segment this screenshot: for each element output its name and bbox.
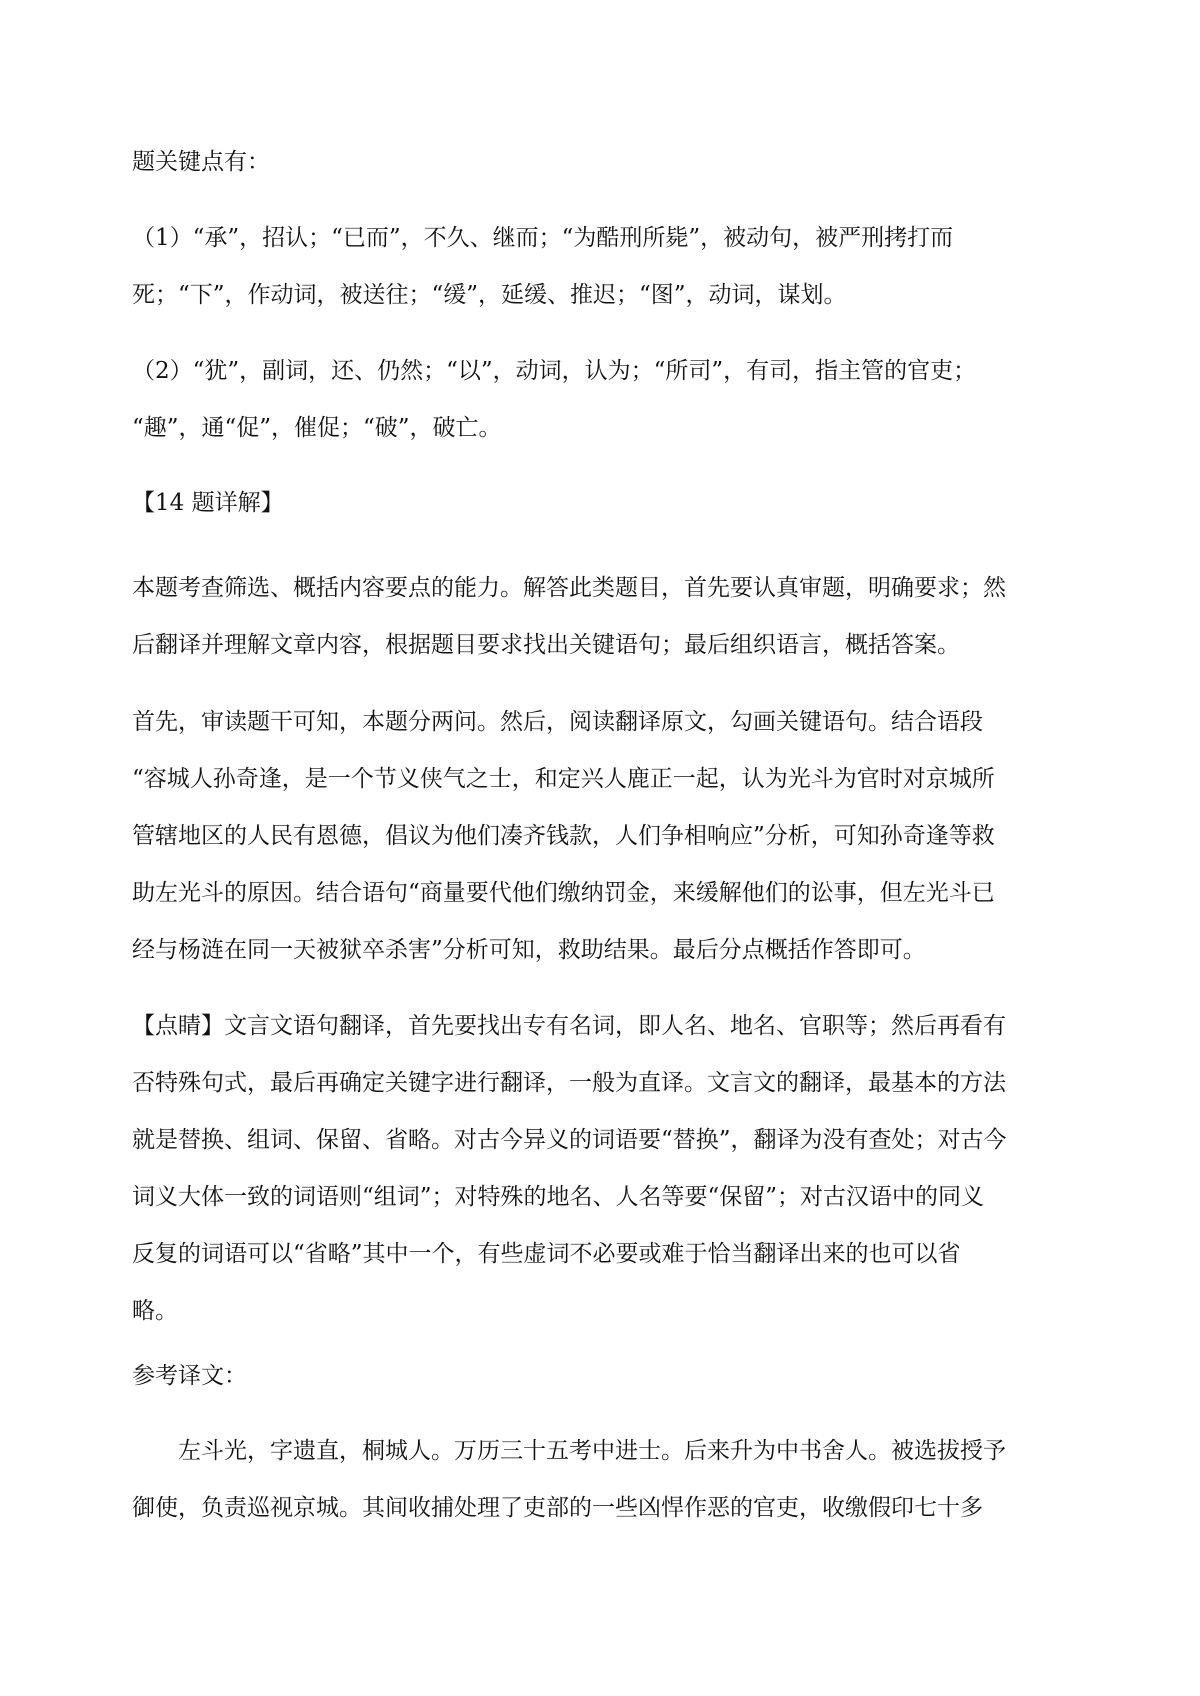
text-line: 后翻译并理解文章内容，根据题目要求找出关键语句；最后组织语言，概括答案。 — [132, 632, 960, 658]
text-line: “趣”，通“促”，催促；“破”，破亡。 — [132, 415, 502, 441]
text-line: （2）“犹”，副词，还、仍然；“以”，动词，认为；“所司”，有司，指主管的官吏； — [132, 358, 977, 384]
text-line: 死；“下”，作动词，被送往；“缓”，延缓、推迟；“图”，动词，谋划。 — [132, 282, 847, 308]
text-line: 略。 — [132, 1298, 178, 1324]
text-line: 【14 题详解】 — [132, 490, 284, 516]
text-line: 本题考查筛选、概括内容要点的能力。解答此类题目，首先要认真审题，明确要求；然 — [132, 575, 1006, 601]
text-line: 否特殊句式，最后再确定关键字进行翻译，一般为直译。文言文的翻译，最基本的方法 — [132, 1070, 1006, 1096]
text-line: 御使，负责巡视京城。其间收捕处理了吏部的一些凶悍作恶的官吏，收缴假印七十多 — [132, 1495, 983, 1521]
text-line: 词义大体一致的词语则“组词”；对特殊的地名、人名等要“保留”；对古汉语中的同义 — [132, 1184, 985, 1210]
text-line: 题关键点有： — [132, 149, 270, 175]
text-line: 助左光斗的原因。结合语句“商量要代他们缴纳罚金，来缓解他们的讼事，但左光斗已 — [132, 880, 995, 906]
paragraph-point-2 — [132, 343, 1072, 457]
section-heading-reference-translation — [132, 1350, 1072, 1402]
text-line: 首先，审读题干可知，本题分两问。然后，阅读翻译原文，勾画关键语句。结合语段 — [132, 709, 983, 735]
text-line: 管辖地区的人民有恩德，倡议为他们凑齐钱款，人们争相响应”分析，可知孙奇逢等救 — [132, 823, 995, 849]
text-line: 就是替换、组词、保留、省略。对古今异义的词语要“替换”，翻译为没有查处；对古今 — [132, 1127, 1007, 1153]
paragraph-q14-intro — [132, 560, 1072, 674]
text-line: （1）“承”，招认；“已而”，不久、继而；“为酷刑所毙”，被动句，被严刑拷打而 — [132, 225, 954, 251]
text-line: 经与杨涟在同一天被狱卒杀害”分析可知，救助结果。最后分点概括作答即可。 — [132, 937, 926, 963]
text-line: 左斗光，字遗直，桐城人。万历三十五考中进士。后来升为中书舍人。被选拔授予 — [132, 1438, 1006, 1464]
text-line: 反复的词语可以“省略”其中一个，有些虚词不必要或难于恰当翻译出来的也可以省 — [132, 1241, 961, 1267]
paragraph-point-1 — [132, 210, 1072, 324]
text-line: 【点睛】文言文语句翻译，首先要找出专有名词，即人名、地名、官职等；然后再看有 — [132, 1013, 1006, 1039]
text-line: 参考译文： — [132, 1363, 247, 1389]
section-heading-q14 — [132, 477, 1072, 529]
paragraph-key-points-heading — [132, 136, 1072, 188]
paragraph-dianjing-tip — [132, 998, 1072, 1340]
text-line: “容城人孙奇逢，是一个节义侠气之士，和定兴人鹿正一起，认为光斗为官时对京城所 — [132, 766, 995, 792]
paragraph-q14-analysis — [132, 694, 1072, 979]
paragraph-reference-translation — [132, 1423, 1072, 1537]
